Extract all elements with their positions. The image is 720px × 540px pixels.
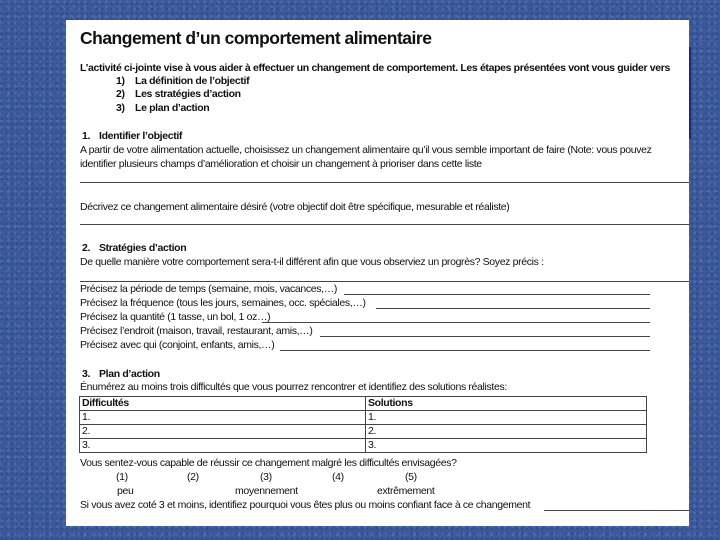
scale-option-1[interactable]: (1)	[116, 471, 128, 483]
with-whom-answer-line[interactable]	[280, 350, 650, 351]
section1-prompt: Décrivez ce changement alimentaire désiré (votre objectif doit être spécifique, mesurable et réaliste)	[80, 201, 510, 213]
description-answer-line[interactable]	[80, 224, 689, 225]
section3-heading: Plan d’action	[99, 368, 160, 380]
section3-instruction: Énumérez au moins trois difficultés que vous pourrez rencontrer et identifiez des solutions réalistes:	[80, 381, 507, 393]
solution-cell-2[interactable]: 2.	[366, 425, 647, 439]
strategy-item-with-whom: Précisez avec qui (conjoint, enfants, amis,…)	[80, 339, 275, 351]
section1-line-1: A partir de votre alimentation actuelle, choisissez un changement alimentaire qu’il vous semble important de faire (Note: vous pouvez	[80, 144, 652, 156]
section2-number: 2.	[82, 242, 91, 254]
difficulties-header: Difficultés	[80, 397, 366, 411]
section2-question: De quelle manière votre comportement sera-t-il différent afin que vous observiez un progrès? Soyez précis :	[80, 256, 544, 268]
table-row	[80, 439, 647, 453]
section2-heading: Stratégies d’action	[99, 242, 187, 254]
quantity-answer-line[interactable]	[262, 322, 650, 323]
strategy-item-frequency: Précisez la fréquence (tous les jours, semaines, occ. spéciales,…)	[80, 297, 366, 309]
intro-step-3-num: 3)	[116, 102, 125, 114]
scale-option-3[interactable]: (3)	[260, 471, 272, 483]
progress-answer-line[interactable]	[80, 281, 689, 282]
section1-line-2: identifier plusieurs champs d’amélioration et choisir un changement à prioriser dans cette liste	[80, 158, 482, 170]
scale-label-high: extrêmement	[377, 485, 435, 497]
period-answer-line[interactable]	[344, 294, 650, 295]
table-row	[80, 411, 647, 425]
final-answer-line[interactable]	[544, 510, 689, 511]
scale-label-mid: moyennement	[235, 485, 298, 497]
objective-answer-line[interactable]	[80, 182, 689, 183]
intro-text: L’activité ci-jointe vise à vous aider à effectuer un changement de comportement. Les étapes présentées vont vous guider vers	[80, 62, 670, 74]
difficulties-table	[79, 396, 647, 453]
intro-step-3: Le plan d’action	[135, 102, 210, 114]
solutions-header: Solutions	[366, 397, 647, 411]
document-page	[66, 20, 689, 526]
place-answer-line[interactable]	[320, 336, 650, 337]
intro-step-2: Les stratégies d’action	[135, 88, 241, 100]
section1-heading: Identifier l’objectif	[99, 130, 183, 142]
section1-number: 1.	[82, 130, 91, 142]
scale-option-4[interactable]: (4)	[332, 471, 344, 483]
scale-option-2[interactable]: (2)	[187, 471, 199, 483]
frequency-answer-line[interactable]	[376, 308, 650, 309]
table-header-row	[80, 397, 647, 411]
confidence-question: Vous sentez-vous capable de réussir ce changement malgré les difficultés envisagées?	[80, 457, 457, 469]
difficulty-cell-3[interactable]: 3.	[80, 439, 366, 453]
table-row	[80, 425, 647, 439]
strategy-item-place: Précisez l’endroit (maison, travail, restaurant, amis,…)	[80, 325, 313, 337]
difficulty-cell-1[interactable]: 1.	[80, 411, 366, 425]
section3-number: 3.	[82, 368, 91, 380]
intro-step-2-num: 2)	[116, 88, 125, 100]
document-title: Changement d’un comportement alimentaire	[80, 28, 432, 48]
intro-step-1: La définition de l’objectif	[135, 75, 250, 87]
difficulty-cell-2[interactable]: 2.	[80, 425, 366, 439]
strategy-item-quantity: Précisez la quantité (1 tasse, un bol, 1 oz…)	[80, 311, 271, 323]
solution-cell-1[interactable]: 1.	[366, 411, 647, 425]
final-prompt: Si vous avez coté 3 et moins, identifiez pourquoi vous êtes plus ou moins confiant face à ce changement	[80, 499, 531, 511]
solution-cell-3[interactable]: 3.	[366, 439, 647, 453]
scale-option-5[interactable]: (5)	[405, 471, 417, 483]
intro-step-1-num: 1)	[116, 75, 125, 87]
strategy-item-period: Précisez la période de temps (semaine, mois, vacances,…)	[80, 283, 338, 295]
scale-label-low: peu	[117, 485, 134, 497]
